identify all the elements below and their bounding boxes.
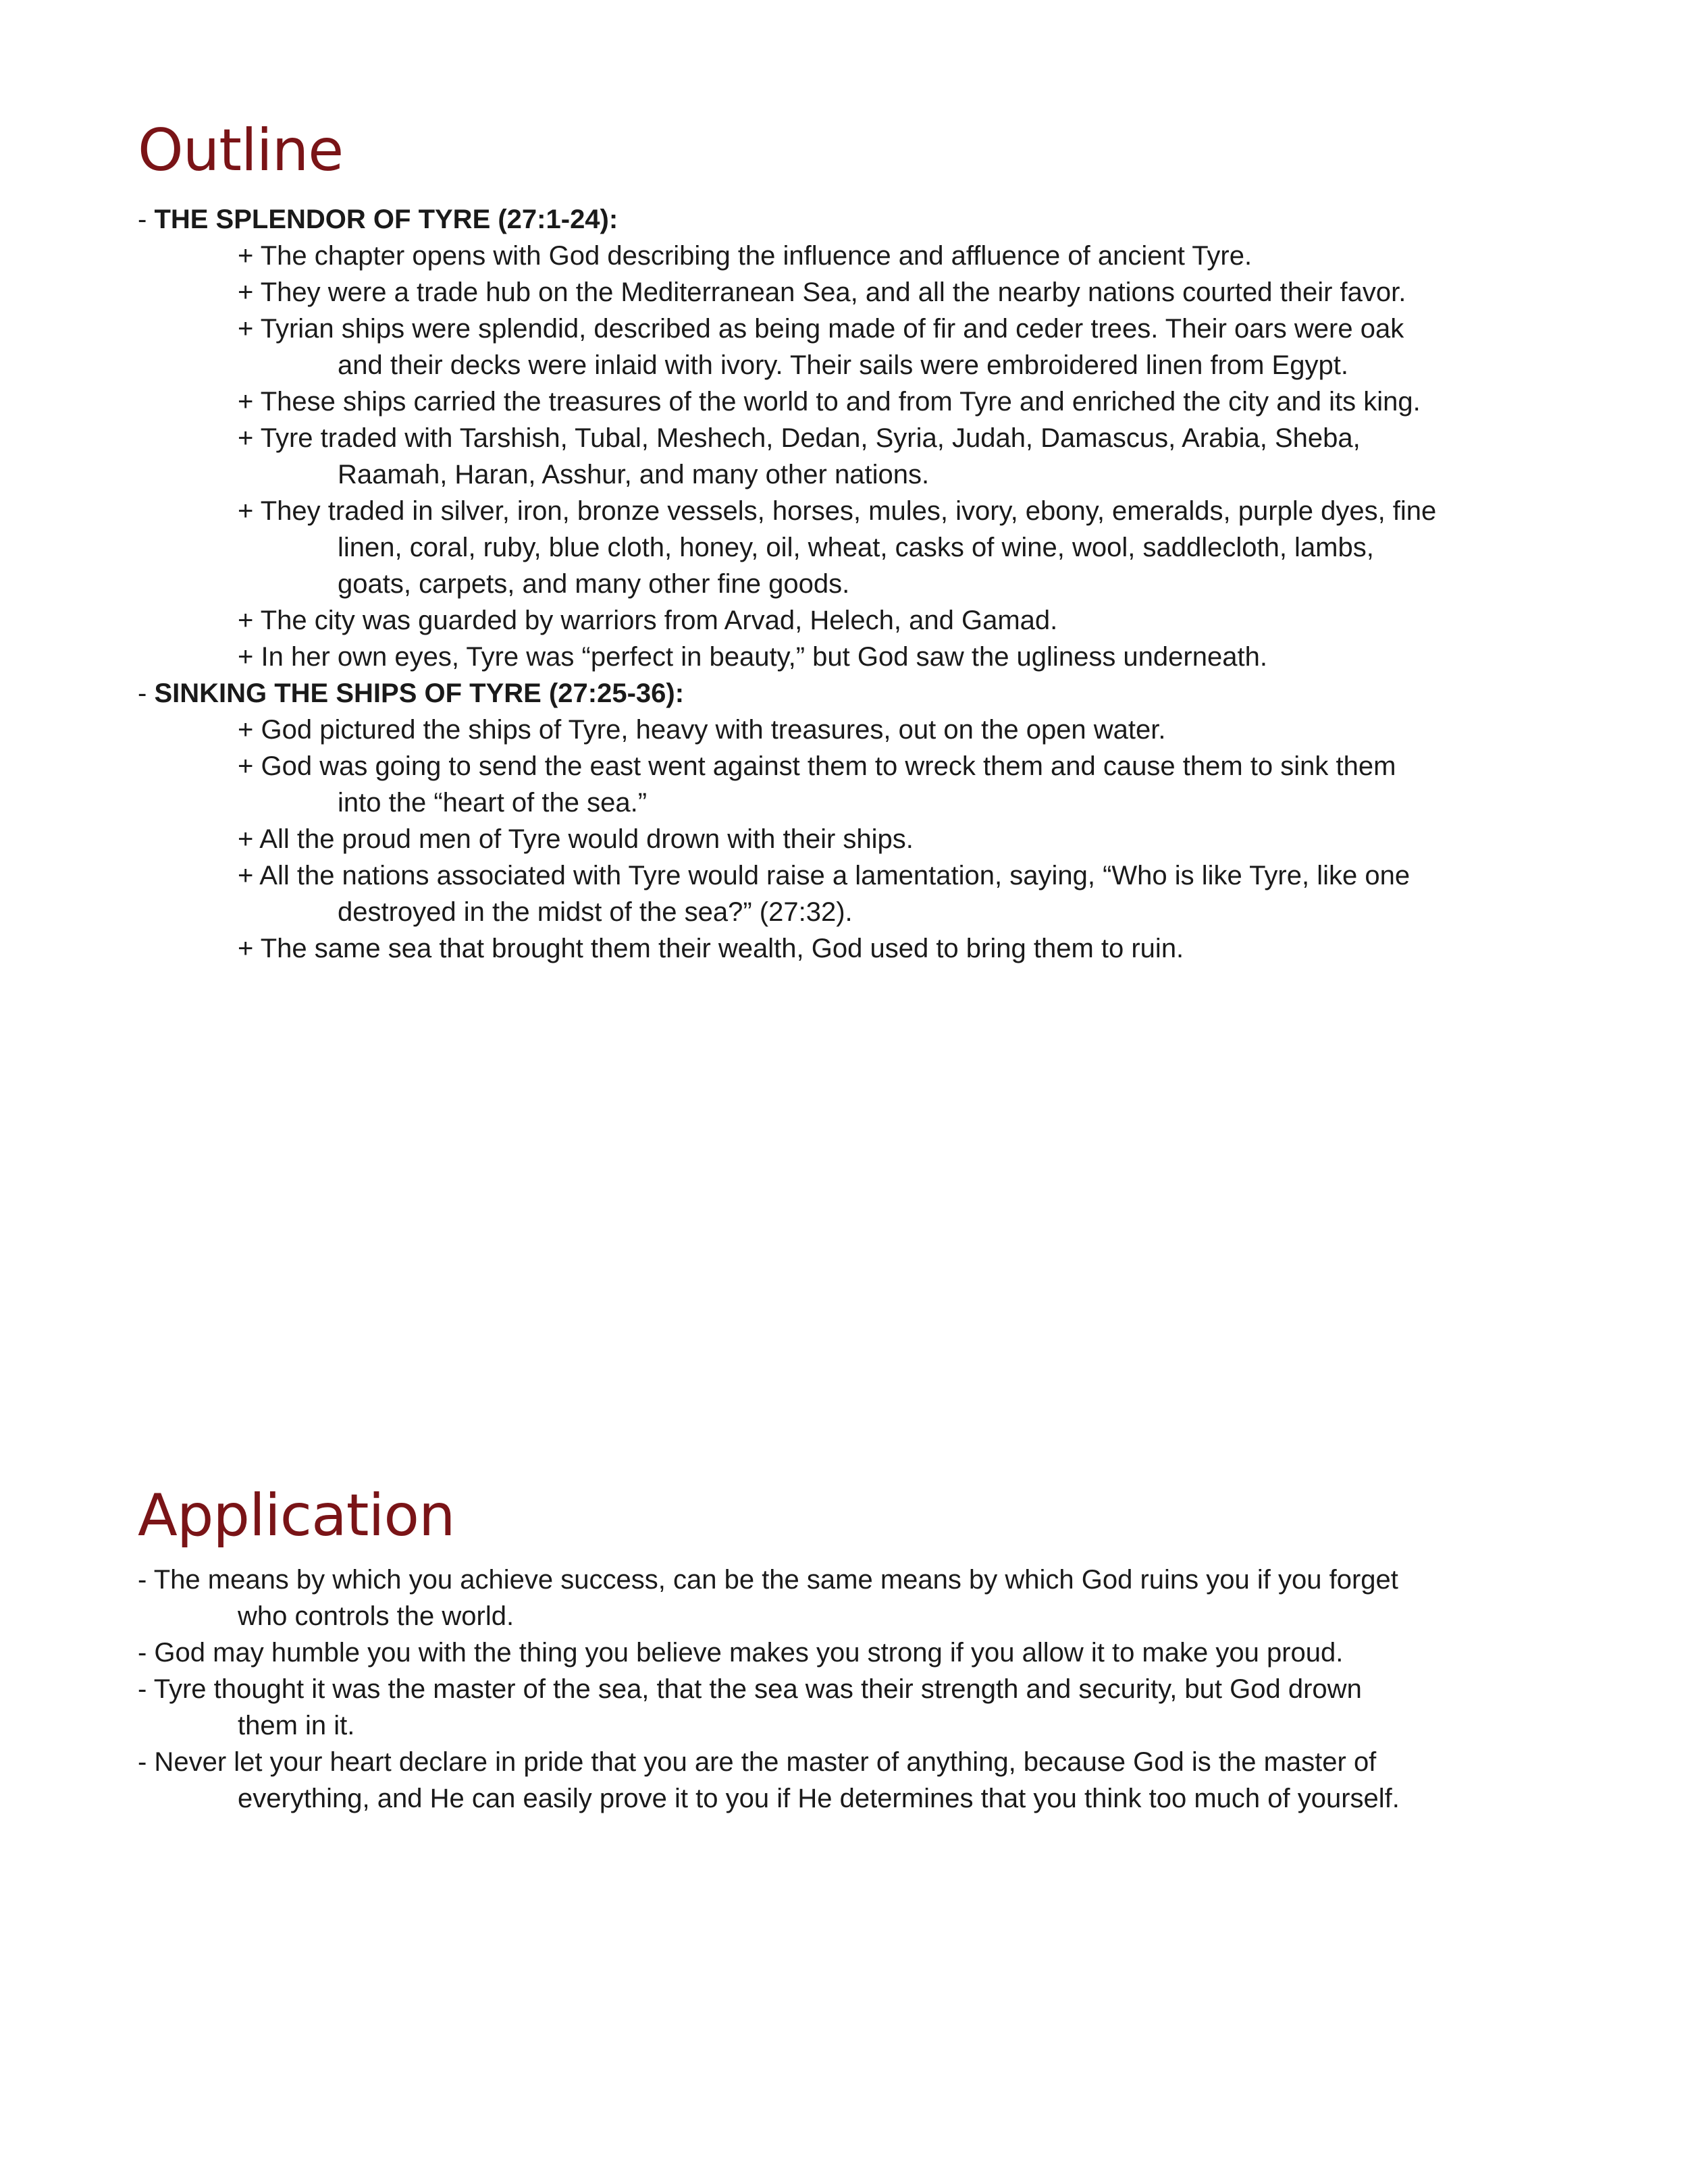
point-line: + All the proud men of Tyre would drown with their ships.	[238, 824, 914, 854]
outline-point	[138, 712, 1562, 748]
outline-section-heading	[138, 201, 1562, 238]
point-line: + They were a trade hub on the Mediterranean Sea, and all the nearby nations courted their favor.	[238, 277, 1406, 307]
point-line: + The chapter opens with God describing the influence and affluence of ancient Tyre.	[238, 241, 1252, 271]
outline-point	[138, 602, 1562, 639]
point-line: + All the nations associated with Tyre would raise a lamentation, saying, “Who is like Tyre, like one	[238, 861, 1410, 890]
point-line: - Tyre thought it was the master of the sea, that the sea was their strength and security, but God drown	[138, 1674, 1362, 1704]
outline-section-heading	[138, 675, 1562, 712]
outline-point	[138, 857, 1562, 930]
outline-point	[138, 639, 1562, 675]
application-point	[138, 1634, 1562, 1671]
application-heading: Application	[138, 1482, 455, 1549]
point-continuation-line: destroyed in the midst of the sea?” (27:32).	[338, 897, 853, 927]
outline-point	[138, 420, 1562, 493]
point-line: - Never let your heart declare in pride that you are the master of anything, because God is the master of	[138, 1747, 1377, 1777]
point-continuation-line: everything, and He can easily prove it to you if He determines that you think too much of yourself.	[238, 1784, 1400, 1813]
point-line: - The means by which you achieve success, can be the same means by which God ruins you if you forget	[138, 1565, 1398, 1595]
application-point	[138, 1671, 1562, 1744]
point-line: + God was going to send the east went against them to wreck them and cause them to sink them	[238, 751, 1396, 781]
application-list	[138, 1562, 1562, 1817]
outline-point	[138, 238, 1562, 274]
outline-heading: Outline	[138, 117, 344, 184]
outline-point	[138, 930, 1562, 967]
outline-point	[138, 274, 1562, 311]
outline-point	[138, 493, 1562, 602]
point-line: + The city was guarded by warriors from Arvad, Helech, and Gamad.	[238, 606, 1058, 635]
outline-point	[138, 383, 1562, 420]
outline-point	[138, 311, 1562, 383]
outline-list	[138, 201, 1562, 967]
outline-point	[138, 748, 1562, 821]
point-continuation-line: who controls the world.	[238, 1601, 515, 1631]
point-line: + God pictured the ships of Tyre, heavy with treasures, out on the open water.	[238, 715, 1166, 745]
point-line: + Tyre traded with Tarshish, Tubal, Meshech, Dedan, Syria, Judah, Damascus, Arabia, Sheba,	[238, 423, 1361, 453]
point-continuation-line: into the “heart of the sea.”	[338, 788, 648, 818]
section-prefix: -	[138, 205, 155, 234]
section-prefix: -	[138, 678, 155, 708]
point-line: + The same sea that brought them their wealth, God used to bring them to ruin.	[238, 934, 1184, 963]
point-line: - God may humble you with the thing you believe makes you strong if you allow it to make you proud.	[138, 1638, 1344, 1668]
point-continuation-line: Raamah, Haran, Asshur, and many other nations.	[338, 460, 930, 489]
point-line: + In her own eyes, Tyre was “perfect in beauty,” but God saw the ugliness underneath.	[238, 642, 1267, 672]
point-continuation-line: goats, carpets, and many other fine goods.	[338, 569, 850, 599]
point-line: + These ships carried the treasures of the world to and from Tyre and enriched the city and its king.	[238, 387, 1421, 417]
point-line: + Tyrian ships were splendid, described as being made of fir and ceder trees. Their oars were oak	[238, 314, 1404, 344]
point-line: + They traded in silver, iron, bronze vessels, horses, mules, ivory, ebony, emeralds, purple dyes, fine	[238, 496, 1437, 526]
point-continuation-line: linen, coral, ruby, blue cloth, honey, oil, wheat, casks of wine, wool, saddlecloth, lambs,	[338, 533, 1374, 562]
section-title: SINKING THE SHIPS OF TYRE (27:25-36):	[154, 678, 685, 708]
application-point	[138, 1562, 1562, 1634]
section-title: THE SPLENDOR OF TYRE (27:1-24):	[154, 205, 618, 234]
point-continuation-line: them in it.	[238, 1711, 355, 1740]
outline-point	[138, 821, 1562, 857]
point-continuation-line: and their decks were inlaid with ivory. Their sails were embroidered linen from Egypt.	[338, 350, 1348, 380]
application-point	[138, 1744, 1562, 1817]
